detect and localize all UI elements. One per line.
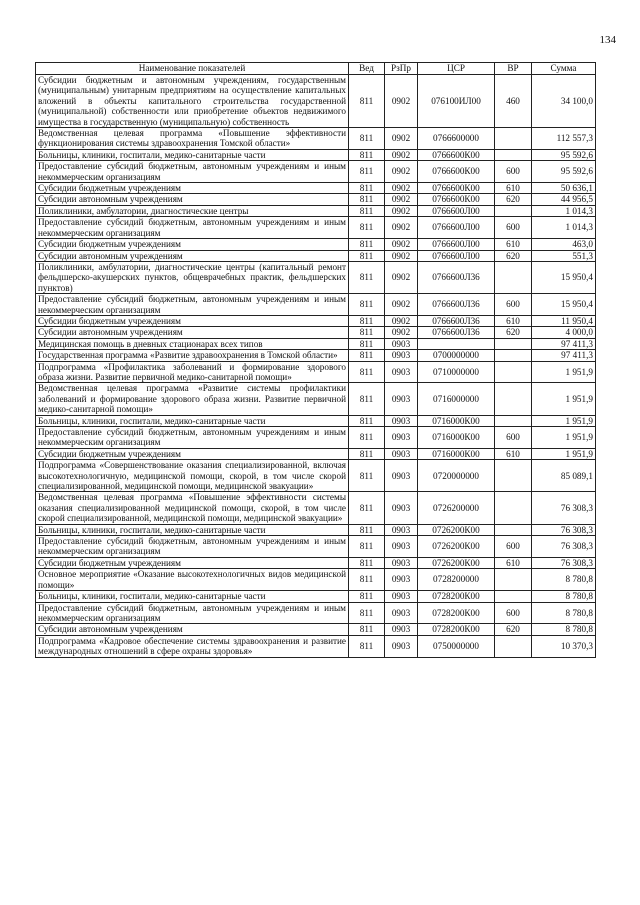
row-ved: 811 xyxy=(349,602,385,624)
table-row xyxy=(36,217,596,239)
row-ved: 811 xyxy=(349,327,385,338)
row-vr xyxy=(495,350,532,361)
row-name: Больницы, клиники, госпитали, медико-санитарные части xyxy=(36,524,349,535)
row-sum: 44 956,5 xyxy=(532,194,596,205)
row-ved: 811 xyxy=(349,350,385,361)
row-name: Медицинская помощь в дневных стационарах всех типов xyxy=(36,338,349,349)
table-row xyxy=(36,350,596,361)
table-row xyxy=(36,327,596,338)
row-csr: 0726200К00 xyxy=(418,557,495,568)
row-csr: 0766600К00 xyxy=(418,161,495,183)
row-sum: 76 308,3 xyxy=(532,557,596,568)
row-rzpr: 0903 xyxy=(385,635,418,657)
row-sum: 85 089,1 xyxy=(532,460,596,492)
row-vr: 600 xyxy=(495,217,532,239)
table-row xyxy=(36,492,596,524)
table-row xyxy=(36,448,596,459)
row-sum: 8 780,8 xyxy=(532,602,596,624)
row-ved: 811 xyxy=(349,75,385,128)
row-vr: 610 xyxy=(495,315,532,326)
row-rzpr: 0903 xyxy=(385,557,418,568)
row-ved: 811 xyxy=(349,194,385,205)
row-name: Больницы, клиники, госпитали, медико-санитарные части xyxy=(36,415,349,426)
row-rzpr: 0902 xyxy=(385,205,418,216)
row-rzpr: 0902 xyxy=(385,239,418,250)
row-name: Ведомственная целевая программа «Развитие системы профилактики заболеваний и формирование здорового образа жизни. Развитие первичной медико-санитарной помощи» xyxy=(36,383,349,415)
row-vr: 610 xyxy=(495,183,532,194)
row-csr: 0766600К00 xyxy=(418,183,495,194)
row-ved: 811 xyxy=(349,361,385,383)
row-csr xyxy=(418,338,495,349)
row-name: Подпрограмма «Кадровое обеспечение системы здравоохранения и развитие международных отношений в сфере охраны здоровья» xyxy=(36,635,349,657)
row-csr: 0750000000 xyxy=(418,635,495,657)
row-ved: 811 xyxy=(349,569,385,591)
row-name: Ведомственная целевая программа «Повышение эффективности функционирования системы здравоохранения Томской области» xyxy=(36,128,349,150)
table-row xyxy=(36,361,596,383)
row-ved: 811 xyxy=(349,624,385,635)
row-sum: 76 308,3 xyxy=(532,524,596,535)
table-row xyxy=(36,250,596,261)
row-vr xyxy=(495,635,532,657)
table-row xyxy=(36,338,596,349)
row-ved: 811 xyxy=(349,149,385,160)
row-ved: 811 xyxy=(349,536,385,558)
row-name: Субсидии бюджетным учреждениям xyxy=(36,557,349,568)
row-name: Основное мероприятие «Оказание высокотехнологичных видов медицинской помощи» xyxy=(36,569,349,591)
row-sum: 76 308,3 xyxy=(532,536,596,558)
table-row xyxy=(36,415,596,426)
row-csr: 0766600Л36 xyxy=(418,315,495,326)
budget-table xyxy=(35,62,596,658)
row-sum: 76 308,3 xyxy=(532,492,596,524)
row-rzpr: 0902 xyxy=(385,194,418,205)
row-vr: 610 xyxy=(495,239,532,250)
row-rzpr: 0903 xyxy=(385,427,418,449)
row-ved: 811 xyxy=(349,161,385,183)
row-rzpr: 0903 xyxy=(385,415,418,426)
row-rzpr: 0902 xyxy=(385,217,418,239)
row-sum: 1 951,9 xyxy=(532,361,596,383)
table-row xyxy=(36,161,596,183)
row-ved: 811 xyxy=(349,427,385,449)
row-name: Предоставление субсидий бюджетным, автономным учреждениям и иным некоммерческим организациям xyxy=(36,161,349,183)
row-rzpr: 0903 xyxy=(385,448,418,459)
row-name: Ведомственная целевая программа «Повышение эффективности системы оказания специализированной медицинской помощи, скорой, в том числе скорой специализированной, медицинской помощи, медицинской эвакуации» xyxy=(36,492,349,524)
row-vr: 620 xyxy=(495,194,532,205)
row-sum: 1 014,3 xyxy=(532,217,596,239)
row-csr: 0728200000 xyxy=(418,569,495,591)
row-name: Поликлиники, амбулатории, диагностические центры xyxy=(36,205,349,216)
row-rzpr: 0903 xyxy=(385,492,418,524)
row-vr xyxy=(495,261,532,293)
row-name: Государственная программа «Развитие здравоохранения в Томской области» xyxy=(36,350,349,361)
row-rzpr: 0902 xyxy=(385,315,418,326)
row-csr: 0726200К00 xyxy=(418,524,495,535)
table-row xyxy=(36,315,596,326)
table-row xyxy=(36,205,596,216)
header-vr: ВР xyxy=(495,63,532,75)
row-rzpr: 0903 xyxy=(385,524,418,535)
page-number: 134 xyxy=(599,34,616,46)
row-ved: 811 xyxy=(349,415,385,426)
row-ved: 811 xyxy=(349,294,385,316)
row-ved: 811 xyxy=(349,460,385,492)
row-csr: 0728200К00 xyxy=(418,591,495,602)
row-vr xyxy=(495,460,532,492)
row-name: Предоставление субсидий бюджетным, автономным учреждениям и иным некоммерческим организациям xyxy=(36,294,349,316)
row-name: Субсидии автономным учреждениям xyxy=(36,327,349,338)
row-vr: 620 xyxy=(495,250,532,261)
row-csr: 0766600Л00 xyxy=(418,205,495,216)
row-sum: 34 100,0 xyxy=(532,75,596,128)
row-sum: 1 951,9 xyxy=(532,448,596,459)
row-csr: 0766600Л36 xyxy=(418,261,495,293)
row-csr: 0728200К00 xyxy=(418,602,495,624)
row-vr xyxy=(495,569,532,591)
header-sum: Сумма xyxy=(532,63,596,75)
row-ved: 811 xyxy=(349,217,385,239)
row-csr: 0766600Л00 xyxy=(418,250,495,261)
row-rzpr: 0903 xyxy=(385,350,418,361)
row-sum: 1 014,3 xyxy=(532,205,596,216)
row-ved: 811 xyxy=(349,250,385,261)
row-csr: 0716000000 xyxy=(418,383,495,415)
row-name: Больницы, клиники, госпитали, медико-санитарные части xyxy=(36,149,349,160)
row-sum: 97 411,3 xyxy=(532,338,596,349)
row-rzpr: 0903 xyxy=(385,602,418,624)
row-vr xyxy=(495,338,532,349)
row-rzpr: 0902 xyxy=(385,161,418,183)
row-name: Предоставление субсидий бюджетным, автономным учреждениям и иным некоммерческим организациям xyxy=(36,217,349,239)
header-name: Наименование показателей xyxy=(36,63,349,75)
table-row xyxy=(36,128,596,150)
row-ved: 811 xyxy=(349,448,385,459)
row-csr: 0710000000 xyxy=(418,361,495,383)
row-vr: 620 xyxy=(495,327,532,338)
row-rzpr: 0902 xyxy=(385,250,418,261)
row-ved: 811 xyxy=(349,591,385,602)
row-ved: 811 xyxy=(349,128,385,150)
row-csr: 0700000000 xyxy=(418,350,495,361)
row-sum: 1 951,9 xyxy=(532,415,596,426)
row-name: Субсидии бюджетным учреждениям xyxy=(36,448,349,459)
row-vr xyxy=(495,205,532,216)
row-sum: 551,3 xyxy=(532,250,596,261)
row-name: Субсидии автономным учреждениям xyxy=(36,624,349,635)
table-row xyxy=(36,294,596,316)
table-row xyxy=(36,194,596,205)
row-name: Предоставление субсидий бюджетным, автономным учреждениям и иным некоммерческим организациям xyxy=(36,427,349,449)
row-rzpr: 0902 xyxy=(385,75,418,128)
row-vr: 600 xyxy=(495,536,532,558)
row-ved: 811 xyxy=(349,383,385,415)
table-row xyxy=(36,524,596,535)
row-ved: 811 xyxy=(349,239,385,250)
row-vr: 610 xyxy=(495,448,532,459)
row-name: Подпрограмма «Профилактика заболеваний и формирование здорового образа жизни. Развитие первичной медико-санитарной помощи» xyxy=(36,361,349,383)
row-vr xyxy=(495,591,532,602)
row-vr: 600 xyxy=(495,602,532,624)
table-row xyxy=(36,569,596,591)
row-ved: 811 xyxy=(349,492,385,524)
header-rzpr: РзПр xyxy=(385,63,418,75)
row-sum: 4 000,0 xyxy=(532,327,596,338)
table-row xyxy=(36,557,596,568)
row-vr: 460 xyxy=(495,75,532,128)
row-vr xyxy=(495,128,532,150)
table-row xyxy=(36,75,596,128)
row-name: Предоставление субсидий бюджетным, автономным учреждениям и иным некоммерческим организациям xyxy=(36,536,349,558)
row-vr xyxy=(495,492,532,524)
table-row xyxy=(36,427,596,449)
row-rzpr: 0903 xyxy=(385,536,418,558)
row-csr: 0726200К00 xyxy=(418,536,495,558)
row-ved: 811 xyxy=(349,315,385,326)
row-csr: 0766600Л36 xyxy=(418,294,495,316)
row-rzpr: 0903 xyxy=(385,460,418,492)
row-sum: 15 950,4 xyxy=(532,261,596,293)
table-row xyxy=(36,635,596,657)
row-csr: 0766600Л00 xyxy=(418,217,495,239)
row-csr: 0766600К00 xyxy=(418,149,495,160)
row-vr: 620 xyxy=(495,624,532,635)
row-name: Субсидии бюджетным учреждениям xyxy=(36,315,349,326)
row-ved: 811 xyxy=(349,338,385,349)
table-row xyxy=(36,149,596,160)
header-csr: ЦСР xyxy=(418,63,495,75)
row-name: Субсидии автономным учреждениям xyxy=(36,250,349,261)
row-name: Субсидии автономным учреждениям xyxy=(36,194,349,205)
row-rzpr: 0902 xyxy=(385,149,418,160)
row-ved: 811 xyxy=(349,557,385,568)
row-sum: 463,0 xyxy=(532,239,596,250)
row-vr: 600 xyxy=(495,161,532,183)
table-row xyxy=(36,624,596,635)
row-sum: 112 557,3 xyxy=(532,128,596,150)
row-vr xyxy=(495,149,532,160)
row-vr xyxy=(495,415,532,426)
header-ved: Вед xyxy=(349,63,385,75)
table-row xyxy=(36,460,596,492)
row-csr: 0728200К00 xyxy=(418,624,495,635)
row-sum: 8 780,8 xyxy=(532,624,596,635)
row-vr xyxy=(495,361,532,383)
row-sum: 95 592,6 xyxy=(532,149,596,160)
row-name: Подпрограмма «Совершенствование оказания специализированной, включая высокотехнологичную, медицинской помощи, скорой, в том числе скорой специализированной, медицинской помощи, медицинской эвакуации» xyxy=(36,460,349,492)
row-sum: 10 370,3 xyxy=(532,635,596,657)
row-rzpr: 0902 xyxy=(385,294,418,316)
row-csr: 0766600К00 xyxy=(418,194,495,205)
table-row xyxy=(36,536,596,558)
row-rzpr: 0903 xyxy=(385,338,418,349)
row-sum: 8 780,8 xyxy=(532,591,596,602)
row-vr: 600 xyxy=(495,427,532,449)
row-ved: 811 xyxy=(349,183,385,194)
row-csr: 0766600Л00 xyxy=(418,239,495,250)
row-name: Субсидии бюджетным учреждениям xyxy=(36,239,349,250)
row-rzpr: 0903 xyxy=(385,591,418,602)
row-sum: 8 780,8 xyxy=(532,569,596,591)
row-rzpr: 0903 xyxy=(385,624,418,635)
row-rzpr: 0903 xyxy=(385,383,418,415)
row-csr: 0716000К00 xyxy=(418,427,495,449)
row-csr: 0716000К00 xyxy=(418,448,495,459)
row-sum: 1 951,9 xyxy=(532,427,596,449)
row-csr: 0716000К00 xyxy=(418,415,495,426)
row-rzpr: 0902 xyxy=(385,327,418,338)
row-sum: 1 951,9 xyxy=(532,383,596,415)
row-sum: 95 592,6 xyxy=(532,161,596,183)
row-name: Предоставление субсидий бюджетным, автономным учреждениям и иным некоммерческим организациям xyxy=(36,602,349,624)
row-vr xyxy=(495,383,532,415)
row-name: Поликлиники, амбулатории, диагностические центры (капитальный ремонт фельдшерско-акушерских пунктов, общеврачебных практик, фельдшерских пунктов) xyxy=(36,261,349,293)
table-row xyxy=(36,183,596,194)
row-rzpr: 0903 xyxy=(385,569,418,591)
table-row xyxy=(36,261,596,293)
row-name: Субсидии бюджетным учреждениям xyxy=(36,183,349,194)
row-rzpr: 0902 xyxy=(385,128,418,150)
row-sum: 11 950,4 xyxy=(532,315,596,326)
table-header-row xyxy=(36,63,596,75)
table-row xyxy=(36,239,596,250)
row-vr: 600 xyxy=(495,294,532,316)
row-csr: 0766600000 xyxy=(418,128,495,150)
row-ved: 811 xyxy=(349,524,385,535)
row-csr: 0720000000 xyxy=(418,460,495,492)
row-rzpr: 0903 xyxy=(385,361,418,383)
table-row xyxy=(36,602,596,624)
row-sum: 50 636,1 xyxy=(532,183,596,194)
row-csr: 0726200000 xyxy=(418,492,495,524)
row-name: Больницы, клиники, госпитали, медико-санитарные части xyxy=(36,591,349,602)
row-rzpr: 0902 xyxy=(385,183,418,194)
row-vr xyxy=(495,524,532,535)
table-row xyxy=(36,591,596,602)
row-vr: 610 xyxy=(495,557,532,568)
row-sum: 97 411,3 xyxy=(532,350,596,361)
row-csr: 0766600Л36 xyxy=(418,327,495,338)
row-csr: 076100ИЛ00 xyxy=(418,75,495,128)
row-ved: 811 xyxy=(349,261,385,293)
row-rzpr: 0902 xyxy=(385,261,418,293)
row-ved: 811 xyxy=(349,635,385,657)
row-name: Субсидии бюджетным и автономным учреждениям, государственным (муниципальным) унитарным предприятиям на осуществление капитальных вложений в объекты капитального строительства государственной (муниципальной) собственности или приобретение объектов недвижимого имущества в государственную (муниципальную) собственность xyxy=(36,75,349,128)
table-row xyxy=(36,383,596,415)
row-ved: 811 xyxy=(349,205,385,216)
row-sum: 15 950,4 xyxy=(532,294,596,316)
